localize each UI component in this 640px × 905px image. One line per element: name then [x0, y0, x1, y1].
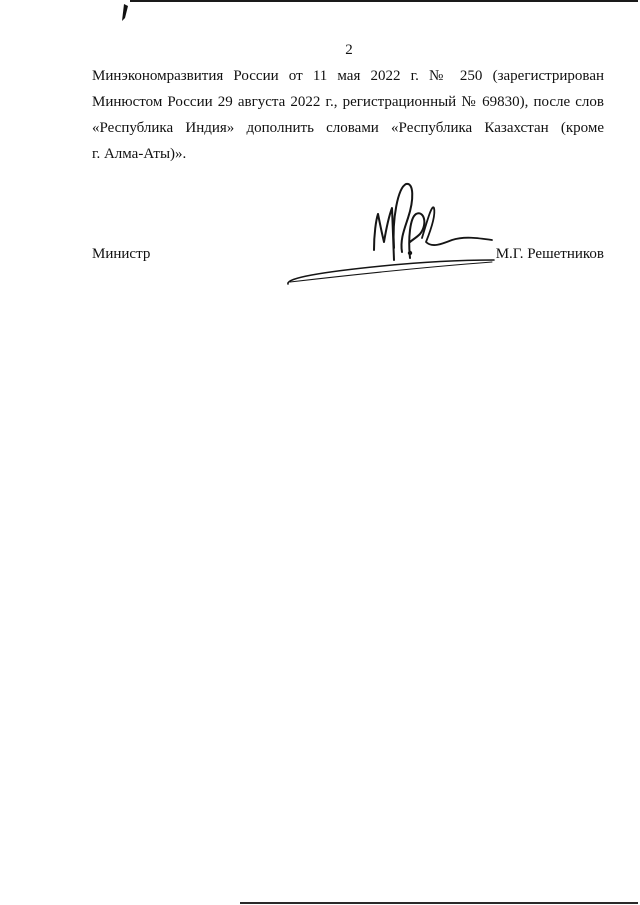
body-line-3: «Республика Индия» дополнить словами «Республика Казахстан (кроме	[92, 120, 604, 136]
body-paragraph	[92, 63, 604, 167]
body-line-2: Минюстом России 29 августа 2022 г., регистрационный № 69830), после слов	[92, 94, 604, 110]
signatory-position: Министр	[92, 246, 151, 262]
signatory-name: М.Г. Решетников	[495, 246, 604, 262]
body-line-4: г. Алма-Аты)».	[92, 146, 187, 162]
page-number: 2	[345, 42, 353, 58]
scan-edge-bottom	[240, 902, 638, 904]
body-line-1: Минэкономразвития России от 11 мая 2022 г. № 250 (зарегистрирован	[92, 68, 604, 84]
scan-corner-mark	[117, 0, 131, 26]
handwritten-signature	[282, 178, 496, 290]
scan-edge-top	[130, 0, 638, 2]
